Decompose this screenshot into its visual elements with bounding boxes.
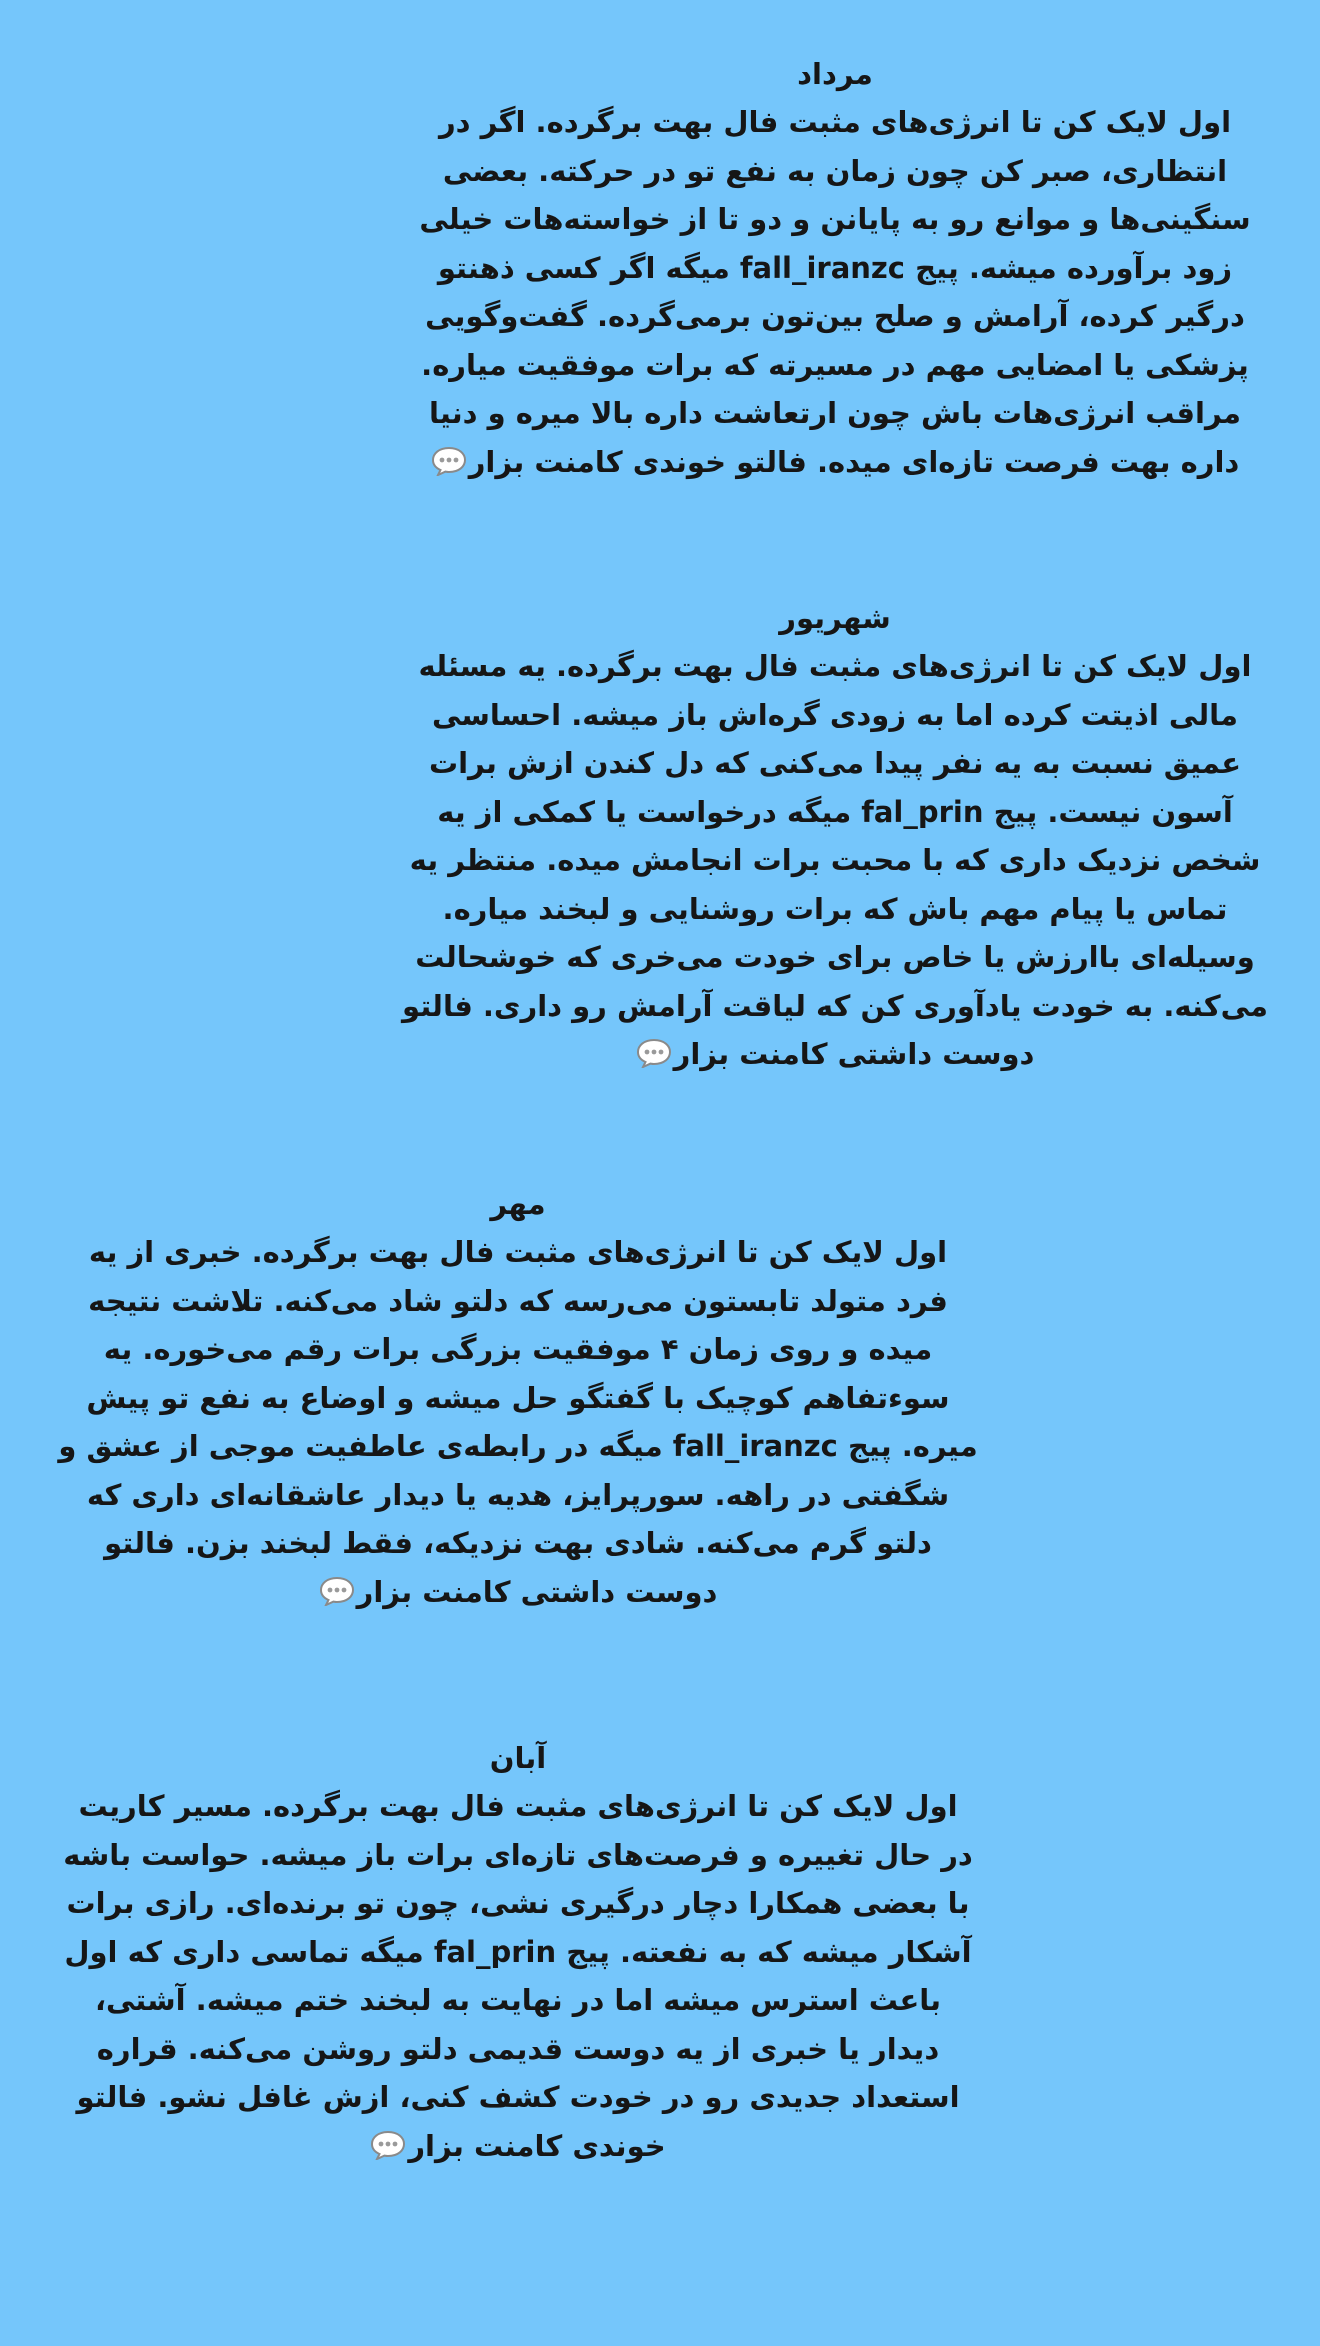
section-text: اول لایک کن تا انرژی‌های مثبت فال بهت برگرده. اگر در انتظاری، صبر کن چون زمان به نفع تو در حرکته. بعضی سنگینی‌ها و موانع رو به پایانن و دو تا از خواسته‌هات خیلی زود برآورده میشه. پیج fall_iranzc میگه اگر کسی ذهنتو درگیر کرده، آرامش و صلح بین‌تون برمی‌گرده. گفت‌وگویی پزشکی یا امضایی مهم در مسیرته که برات موفقیت میاره. مراقب انرژی‌هات باش چون ارتعاشت داره بالا میره و دنیا داره بهت فرصت تازه‌ای میده. فالتو خوندی کامنت بزار <box>419 105 1251 479</box>
fortune-section-aban <box>58 1734 978 2170</box>
section-text: اول لایک کن تا انرژی‌های مثبت فال بهت برگرده. خبری از یه فرد متولد تابستون می‌رسه که دلتو شاد می‌کنه. تلاشت نتیجه میده و روی زمان ۴ موفقیت بزرگی برات رقم می‌خوره. یه سوءتفاهم کوچیک با گفتگو حل میشه و اوضاع به نفع تو پیش میره. پیج fall_iranzc میگه در رابطه‌ی عاطفیت موجی از عشق و شگفتی در راهه. سورپرایز، هدیه یا دیدار عاشقانه‌ای داری که دلتو گرم می‌کنه. شادی بهت نزدیکه، فقط لبخند بزن. فالتو دوست داشتی کامنت بزار <box>58 1235 978 1609</box>
speech-bubble-icon <box>319 1576 355 1606</box>
speech-bubble-icon <box>370 2130 406 2160</box>
section-body <box>398 642 1272 1079</box>
section-text: اول لایک کن تا انرژی‌های مثبت فال بهت برگرده. یه مسئله مالی اذیتت کرده اما به زودی گره‌اش باز میشه. احساسی عمیق نسبت به یه نفر پیدا می‌کنی که دل کندن ازش برات آسون نیست. پیج fal_prin میگه درخواست یا کمکی از یه شخص نزدیک داری که با محبت برات انجامش میده. منتظر یه تماس یا پیام مهم باش که برات روشنایی و لبخند میاره. وسیله‌ای باارزش یا خاص برای خودت می‌خری که خوشحالت می‌کنه. به خودت یادآوری کن که لیاقت آرامش رو داری. فالتو دوست داشتی کامنت بزار <box>402 649 1268 1071</box>
section-body <box>58 1782 978 2170</box>
section-body <box>58 1228 978 1616</box>
fortune-section-shahrivar <box>398 594 1272 1079</box>
section-text: اول لایک کن تا انرژی‌های مثبت فال بهت برگرده. مسیر کاریت در حال تغییره و فرصت‌های تازه‌ای برات باز میشه. حواست باشه با بعضی همکارا دچار درگیری نشی، چون تو برنده‌ای. رازی برات آشکار میشه که به نفعته. پیج fal_prin میگه تماسی داری که اول باعث استرس میشه اما در نهایت به لبخند ختم میشه. آشتی، دیدار یا خبری از یه دوست قدیمی دلتو روشن می‌کنه. قراره استعداد جدیدی رو در خودت کشف کنی، ازش غافل نشو. فالتو خوندی کامنت بزار <box>63 1789 973 2163</box>
speech-bubble-icon <box>636 1038 672 1068</box>
fortune-section-mehr <box>58 1180 978 1616</box>
speech-bubble-icon <box>431 446 467 476</box>
fortune-section-mordad <box>398 50 1272 486</box>
section-title: آبان <box>489 1741 547 1775</box>
section-body <box>398 98 1272 486</box>
section-title: شهریور <box>779 601 891 635</box>
section-title: مرداد <box>797 57 873 91</box>
section-title: مهر <box>490 1187 546 1221</box>
